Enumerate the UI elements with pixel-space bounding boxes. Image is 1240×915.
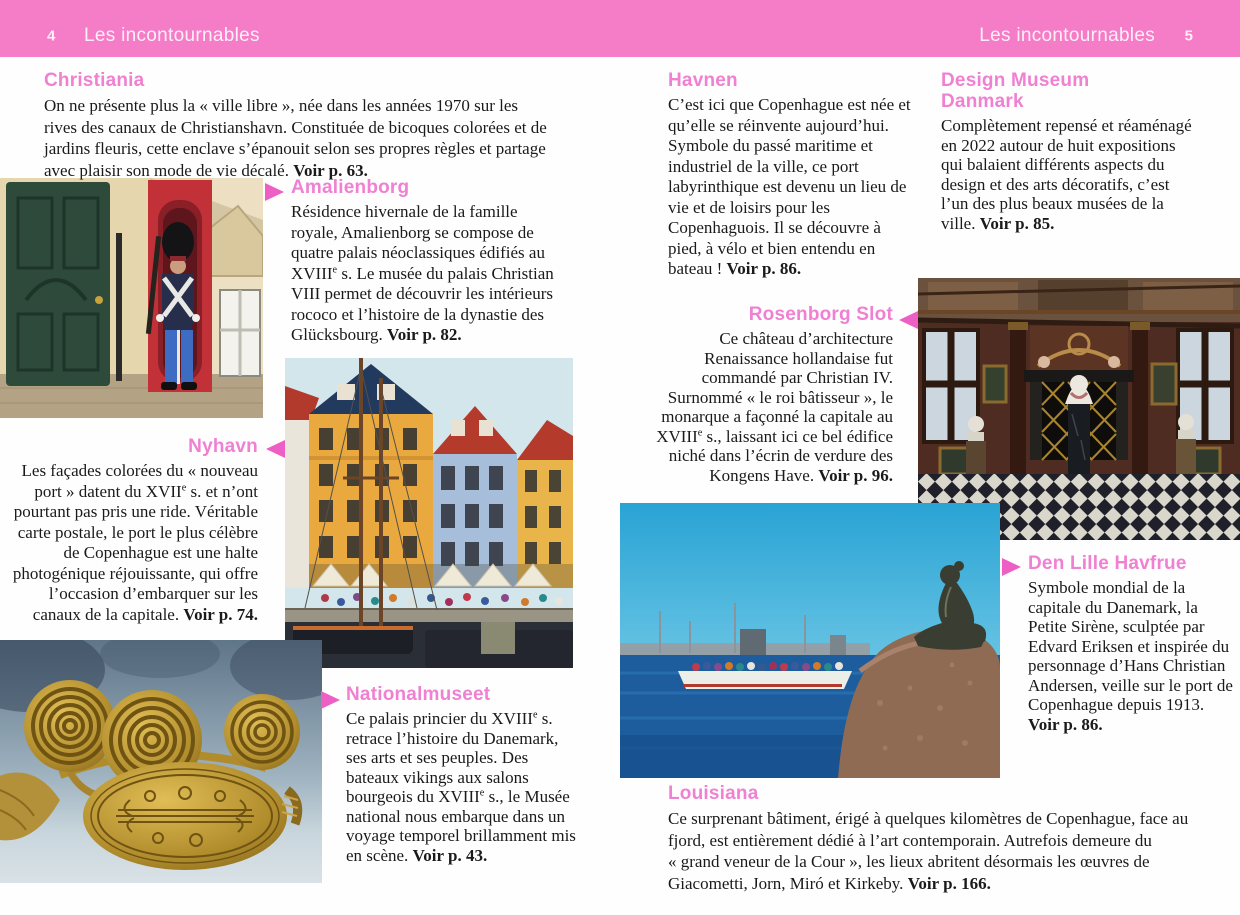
section-body [668,95,918,280]
section-havnen [668,70,918,280]
section-louisiana [668,783,1195,894]
arrow-marker-havfrue [1002,558,1021,576]
section-text: Ce château d’architecture Renaissance hollandaise fut commandé par Christian IV. Surnommé « le roi bâtisseur », le monarque a façonné la capitale au XVIIIe s., laissant ici ce bel édifice niché dans l’écrin de verdure des Kongens Have. [656,329,893,485]
little-mermaid-photo [620,503,1000,778]
arrow-marker-nyhavn [266,440,285,458]
page-reference: Voir p. 86. [726,259,802,278]
section-title: Louisiana [668,783,759,804]
section-text: C’est ici que Copenhague est née et qu’elle se réinvente aujourd’hui. Symbole du passé maritime et industriel de la ville, ce port labyrinthique est devenu un lieu de vie et de loisirs pour les Copenhaguois. Il se découvre à pied, à vélo et bien entendu en bateau ! [668,95,911,278]
section-nationalmuseet [346,684,578,865]
section-text: Les façades colorées du « nouveau port » datent du XVIIe s. et n’ont pourtant pas pris une ride. Véritable carte postale, le port le plus célèbre de Copenhague est une halte photogénique réjouissante, qui offre l’occasion d’embarquer sur les canaux de la capitale. [12,461,258,624]
section-rosenborg-slot [643,304,893,485]
section-body [1028,578,1233,734]
section-den-lille-havfrue [1028,553,1233,734]
page-reference: Voir p. 96. [818,465,893,485]
page-reference: Voir p. 74. [183,604,258,624]
section-body [44,95,549,181]
running-title-right: Les incontournables [979,24,1155,46]
section-title: Nationalmuseet [346,684,491,705]
section-body [643,329,893,485]
section-title: Rosenborg Slot [748,304,893,325]
section-body [12,461,258,625]
page-number-left: 4 [47,27,56,45]
page-header [0,0,1240,57]
section-nyhavn [12,436,258,625]
page-reference: Voir p. 85. [979,213,1055,233]
section-title: Christiania [44,70,145,91]
page-reference: Voir p. 166. [907,873,991,893]
viking-gold-jewellery-photo [0,640,322,883]
section-title: Havnen [668,70,738,91]
section-title: Den Lille Havfrue [1028,553,1187,574]
arrow-marker-rosenborg [899,311,918,329]
royal-guard-photo [0,178,263,418]
section-text: On ne présente plus la « ville libre », née dans les années 1970 sur les rives des canaux de Christianshavn. Constituée de bicoques colorées et de jardins fleuris, cette enclave s’épanouit selon ses propres règles et partage avec plaisir son mode de vie décalé. [44,96,547,180]
page-reference: Voir p. 63. [293,160,368,180]
section-body [941,116,1193,233]
arrow-marker-amalienborg [265,183,284,201]
section-title: Design Museum Danmark [941,70,1090,112]
page-reference: Voir p. 43. [412,845,488,865]
section-title: Nyhavn [188,436,258,457]
section-body [346,709,578,865]
running-title-left: Les incontournables [84,24,260,46]
section-text: Ce palais princier du XVIIIe s. retrace l’histoire du Danemark, ses arts et ses peuples. Des bateaux vikings aux salons bourgeois du XVIIIe s., le Musée national nous embarque dans un voyage temporel brillamment mis en scène. [346,709,576,865]
nyhavn-harbour-photo [285,358,573,668]
page-reference: Voir p. 82. [387,325,462,344]
section-text: Résidence hivernale de la famille royale, Amalienborg se compose de quatre palais néoclassiques édifiés au XVIIIe s. Le musée du palais Christian VIII permet de découvrir les intérieurs rococo et l’histoire de la dynastie des Glücksbourg. [291,202,554,344]
section-title: Amalienborg [291,177,410,198]
section-text: Symbole mondial de la capitale du Danemark, la Petite Sirène, sculptée par Edvard Eriksen et inspirée du personnage d’Hans Christian Andersen, veille sur le port de Copenhague depuis 1913. [1028,578,1233,714]
arrow-marker-nationalmuseet [321,691,340,709]
section-body [291,202,563,346]
section-text: Complètement repensé et réaménagé en 2022 autour de huit expositions qui balaient différents aspects du design et des arts décoratifs, c’est l’un des plus beaux musées de la ville. [941,116,1192,233]
section-design-museum-danmark [941,70,1193,233]
page-reference: Voir p. 86. [1028,714,1103,734]
page-number-right: 5 [1184,27,1193,45]
section-amalienborg [291,177,563,346]
rosenborg-interior-photo [918,278,1240,540]
section-body [668,808,1195,894]
section-christiania [44,70,549,181]
section-text: Ce surprenant bâtiment, érigé à quelques kilomètres de Copenhague, face au fjord, est entièrement dédié à l’art contemporain. Autrefois demeure du « grand veneur de la Cour », les lieux abritent désormais les œuvres de Giacometti, Jorn, Miró et Kirkeby. [668,809,1189,893]
